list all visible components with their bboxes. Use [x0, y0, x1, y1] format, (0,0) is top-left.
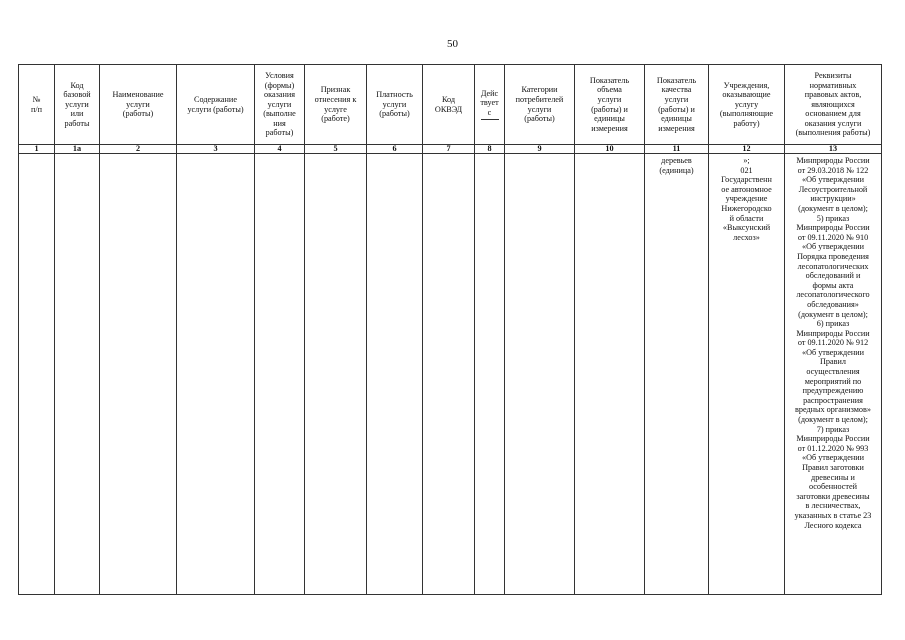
table-cell [505, 154, 575, 595]
column-number: 2 [100, 145, 177, 154]
header-row [19, 65, 882, 145]
services-register-table [18, 64, 882, 595]
header-cell-number: № п/п [19, 65, 55, 145]
column-number: 6 [367, 145, 423, 154]
table-row [19, 154, 882, 595]
header-cell-consumers: Категории потребителей услуги (работы) [505, 65, 575, 145]
table-cell [55, 154, 100, 595]
quality-indicator-cell: деревьев (единица) [645, 154, 709, 595]
header-cell-legal-acts: Реквизиты нормативных правовых актов, являющихся основанием для оказания услуги (выполнения работы) [785, 65, 882, 145]
header-cell-attribute: Признак отнесения к услуге (работе) [305, 65, 367, 145]
column-number: 7 [423, 145, 475, 154]
column-number: 3 [177, 145, 255, 154]
header-cell-service-name: Наименование услуги (работы) [100, 65, 177, 145]
header-cell-payment: Платность услуги (работы) [367, 65, 423, 145]
column-number-row [19, 145, 882, 154]
table-cell [423, 154, 475, 595]
table-cell [305, 154, 367, 595]
header-cell-base-code: Код базовой услуги или работы [55, 65, 100, 145]
header-cell-okved: Код ОКВЭД [423, 65, 475, 145]
underline-mark [481, 119, 499, 120]
header-cell-valid-from [475, 65, 505, 145]
column-number: 5 [305, 145, 367, 154]
header-cell-quality: Показатель качества услуги (работы) и единицы измерения [645, 65, 709, 145]
table-cell [19, 154, 55, 595]
table-cell [255, 154, 305, 595]
table-cell [575, 154, 645, 595]
table-cell [177, 154, 255, 595]
column-number: 1 [19, 145, 55, 154]
column-number: 9 [505, 145, 575, 154]
column-number: 4 [255, 145, 305, 154]
table-cell [367, 154, 423, 595]
institution-cell: »; 021 Государственн ое автономное учреждение Нижегородско й области «Выксунский лесхоз» [709, 154, 785, 595]
column-number: 13 [785, 145, 882, 154]
header-cell-volume: Показатель объема услуги (работы) и единицы измерения [575, 65, 645, 145]
header-cell-institutions: Учреждения, оказывающие услугу (выполняющие работу) [709, 65, 785, 145]
column-number: 11 [645, 145, 709, 154]
table-cell [100, 154, 177, 595]
header-cell-content: Содержание услуги (работы) [177, 65, 255, 145]
page-number: 50 [447, 38, 458, 50]
column-number: 10 [575, 145, 645, 154]
header-cell-conditions: Условия (формы) оказания услуги (выполне ния работы) [255, 65, 305, 145]
column-number: 8 [475, 145, 505, 154]
column-number: 12 [709, 145, 785, 154]
valid-from-label: Дейс твует с [480, 88, 499, 117]
column-number: 1а [55, 145, 100, 154]
table-cell [475, 154, 505, 595]
legal-acts-cell: Минприроды России от 29.03.2018 № 122 «Об утверждении Лесоустроительной инструкции» (документ в целом); 5) приказ Минприроды России от 09.11.2020 № 910 «Об утверждении Порядка проведения лесопатологических обследований и формы акта лесопатологического обследования» (документ в целом); 6) приказ Минприроды России от 09.11.2020 № 912 «Об утверждении Правил осуществления мероприятий по предупреждению распространения вредных организмов» (документ в целом); 7) приказ Минприроды России от 01.12.2020 № 993 «Об утверждении Правил заготовки древесины и особенностей заготовки древесины в лесничествах, указанных в статье 23 Лесного кодекса [785, 154, 882, 595]
